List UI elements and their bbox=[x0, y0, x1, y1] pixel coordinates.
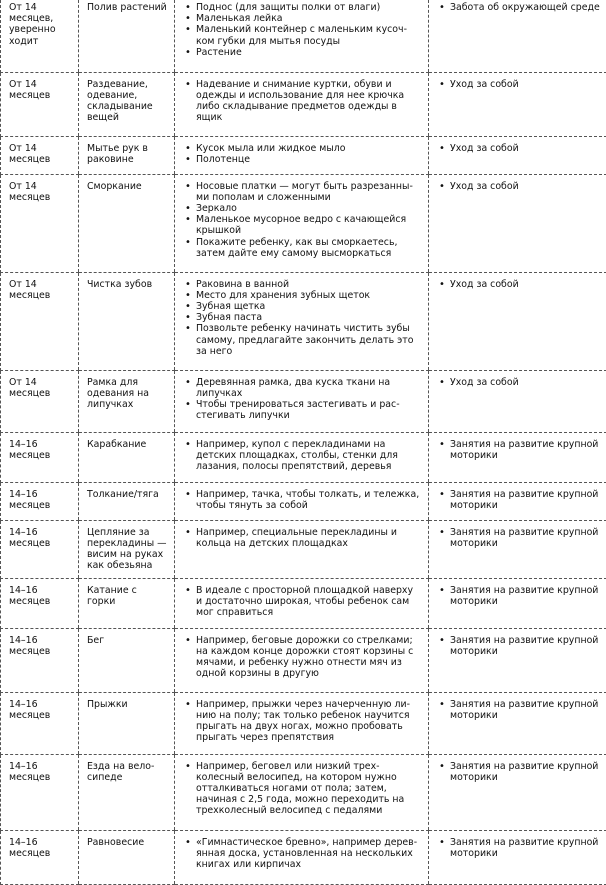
area-cell bbox=[429, 520, 606, 578]
materials-item: • Например, специальные перекладины и кольца на детских площадках bbox=[183, 527, 422, 549]
table-row bbox=[1, 520, 606, 578]
age-cell: 14–16 месяцев bbox=[1, 432, 79, 482]
age-cell: От 14 месяцев bbox=[1, 174, 79, 272]
area-list bbox=[437, 143, 600, 154]
area-list bbox=[437, 489, 600, 511]
area-cell bbox=[429, 432, 606, 482]
area-item: • Занятия на развитие крупной моторики bbox=[437, 837, 600, 859]
materials-list bbox=[183, 279, 422, 357]
materials-item: • Полотенце bbox=[183, 154, 422, 165]
materials-list bbox=[183, 143, 422, 165]
materials-item: • Зубная щетка bbox=[183, 301, 422, 312]
materials-item: • Поднос (для защиты полки от влаги) bbox=[183, 2, 422, 13]
area-cell bbox=[429, 628, 606, 692]
materials-list bbox=[183, 489, 422, 511]
area-cell bbox=[429, 272, 606, 370]
materials-cell bbox=[175, 174, 429, 272]
materials-list bbox=[183, 527, 422, 549]
table-row bbox=[1, 0, 606, 72]
table-row bbox=[1, 482, 606, 520]
materials-item: • Например, прыжки через начерченную линию на полу; так только ребенок научится прыгать на двух ногах, можно пробовать прыгать через препятствия bbox=[183, 699, 422, 744]
table-row bbox=[1, 754, 606, 830]
materials-cell bbox=[175, 578, 429, 628]
area-item: • Занятия на развитие крупной моторики bbox=[437, 699, 600, 721]
age-cell: 14–16 месяцев bbox=[1, 754, 79, 830]
age-cell: 14–16 месяцев bbox=[1, 830, 79, 884]
materials-item: • Например, беговел или низкий трехколесный велосипед, на котором нужно отталкиваться ногами от пола; затем, начиная с 2,5 года, можно переходить на трехколесный велосипед с педалями bbox=[183, 761, 422, 817]
activity-cell: Езда на велосипеде bbox=[79, 754, 175, 830]
materials-item: • Место для хранения зубных щеток bbox=[183, 290, 422, 301]
area-list bbox=[437, 837, 600, 859]
area-item: • Уход за собой bbox=[437, 79, 600, 90]
age-cell: 14–16 месяцев bbox=[1, 628, 79, 692]
activity-cell: Чистка зубов bbox=[79, 272, 175, 370]
materials-cell bbox=[175, 692, 429, 754]
table-row bbox=[1, 578, 606, 628]
area-list bbox=[437, 181, 600, 192]
materials-list bbox=[183, 2, 422, 58]
activity-cell: Катание с горки bbox=[79, 578, 175, 628]
area-list bbox=[437, 2, 600, 13]
activity-cell: Полив растений bbox=[79, 0, 175, 72]
materials-item: • В идеале с просторной площадкой наверху и достаточно широкая, чтобы ребенок сам мог справиться bbox=[183, 585, 422, 619]
area-list bbox=[437, 761, 600, 783]
materials-cell bbox=[175, 830, 429, 884]
area-item: • Занятия на развитие крупной моторики bbox=[437, 761, 600, 783]
materials-item: • Покажите ребенку, как вы сморкаетесь, затем дайте ему самому высморкаться bbox=[183, 237, 422, 259]
materials-item: • Зеркало bbox=[183, 203, 422, 214]
area-cell bbox=[429, 370, 606, 432]
materials-item: • Например, купол с перекладинами на детских площадках, столбы, стенки для лазания, полосы препятствий, деревья bbox=[183, 439, 422, 473]
area-cell bbox=[429, 754, 606, 830]
materials-cell bbox=[175, 0, 429, 72]
age-cell: 14–16 месяцев bbox=[1, 692, 79, 754]
area-list bbox=[437, 439, 600, 461]
materials-cell bbox=[175, 370, 429, 432]
materials-list bbox=[183, 699, 422, 744]
materials-item: • Например, тачка, чтобы толкать, и тележка, чтобы тянуть за собой bbox=[183, 489, 422, 511]
table-row bbox=[1, 692, 606, 754]
materials-list bbox=[183, 837, 422, 871]
materials-cell bbox=[175, 628, 429, 692]
area-cell bbox=[429, 578, 606, 628]
materials-cell bbox=[175, 432, 429, 482]
materials-list bbox=[183, 377, 422, 422]
activity-cell: Равновесие bbox=[79, 830, 175, 884]
materials-cell bbox=[175, 136, 429, 174]
area-item: • Уход за собой bbox=[437, 279, 600, 290]
table-row bbox=[1, 72, 606, 136]
area-item: • Забота об окружающей среде bbox=[437, 2, 600, 13]
area-item: • Занятия на развитие крупной моторики bbox=[437, 585, 600, 607]
age-cell: От 14 месяцев bbox=[1, 370, 79, 432]
table-row bbox=[1, 370, 606, 432]
area-list bbox=[437, 585, 600, 607]
materials-item: • Носовые платки — могут быть разрезанными пополам и сложенными bbox=[183, 181, 422, 203]
materials-item: • Растение bbox=[183, 47, 422, 58]
table-row bbox=[1, 174, 606, 272]
materials-cell bbox=[175, 520, 429, 578]
activity-cell: Прыжки bbox=[79, 692, 175, 754]
age-cell: От 14 месяцев, уверенно ходит bbox=[1, 0, 79, 72]
materials-list bbox=[183, 439, 422, 473]
materials-item: • Надевание и снимание куртки, обуви и одежды и использование для нее крючка либо складывание предметов одежды в ящик bbox=[183, 79, 422, 124]
area-list bbox=[437, 635, 600, 657]
area-list bbox=[437, 527, 600, 549]
table-row bbox=[1, 830, 606, 884]
area-cell bbox=[429, 482, 606, 520]
area-item: • Занятия на развитие крупной моторики bbox=[437, 489, 600, 511]
materials-item: • Позвольте ребенку начинать чистить зубы самому, предлагайте закончить делать это за него bbox=[183, 323, 422, 357]
area-cell bbox=[429, 0, 606, 72]
table-row bbox=[1, 432, 606, 482]
materials-list bbox=[183, 635, 422, 680]
activity-cell: Бег bbox=[79, 628, 175, 692]
area-cell bbox=[429, 692, 606, 754]
area-cell bbox=[429, 830, 606, 884]
materials-item: • Маленький контейнер с маленьким кусочком губки для мытья посуды bbox=[183, 24, 422, 46]
materials-list bbox=[183, 761, 422, 817]
materials-list bbox=[183, 585, 422, 619]
activity-cell: Карабкание bbox=[79, 432, 175, 482]
materials-item: • Маленькая лейка bbox=[183, 13, 422, 24]
age-cell: 14–16 месяцев bbox=[1, 578, 79, 628]
materials-cell bbox=[175, 754, 429, 830]
activity-cell: Мытье рук в раковине bbox=[79, 136, 175, 174]
age-cell: 14–16 месяцев bbox=[1, 482, 79, 520]
materials-item: • Маленькое мусорное ведро с качающейся крышкой bbox=[183, 214, 422, 236]
activity-cell: Сморкание bbox=[79, 174, 175, 272]
area-cell bbox=[429, 174, 606, 272]
area-item: • Уход за собой bbox=[437, 143, 600, 154]
area-list bbox=[437, 279, 600, 290]
materials-item: • Например, беговые дорожки со стрелками; на каждом конце дорожки стоят корзины с мячами, и ребенку нужно отнести мяч из одной корзины в другую bbox=[183, 635, 422, 680]
area-item: • Занятия на развитие крупной моторики bbox=[437, 635, 600, 657]
materials-list bbox=[183, 181, 422, 259]
area-list bbox=[437, 79, 600, 90]
table-row bbox=[1, 136, 606, 174]
activity-cell: Толкание/тяга bbox=[79, 482, 175, 520]
area-cell bbox=[429, 72, 606, 136]
age-cell: 14–16 месяцев bbox=[1, 520, 79, 578]
materials-item: • Деревянная рамка, два куска ткани на липучках bbox=[183, 377, 422, 399]
activity-cell: Раздевание, одевание, складывание вещей bbox=[79, 72, 175, 136]
table-body bbox=[1, 0, 606, 884]
age-cell: От 14 месяцев bbox=[1, 272, 79, 370]
area-list bbox=[437, 377, 600, 388]
materials-item: • Зубная паста bbox=[183, 312, 422, 323]
materials-item: • Чтобы тренироваться застегивать и расстегивать липучки bbox=[183, 399, 422, 421]
activity-cell: Цепляние за перекладины — висим на руках как обезьяна bbox=[79, 520, 175, 578]
materials-list bbox=[183, 79, 422, 124]
materials-item: • «Гимнастическое бревно», например деревянная доска, установленная на нескольких книгах или кирпичах bbox=[183, 837, 422, 871]
materials-item: • Раковина в ванной bbox=[183, 279, 422, 290]
age-cell: От 14 месяцев bbox=[1, 136, 79, 174]
age-cell: От 14 месяцев bbox=[1, 72, 79, 136]
table-row bbox=[1, 272, 606, 370]
materials-cell bbox=[175, 72, 429, 136]
table-row bbox=[1, 628, 606, 692]
area-list bbox=[437, 699, 600, 721]
materials-cell bbox=[175, 482, 429, 520]
area-item: • Уход за собой bbox=[437, 181, 600, 192]
activity-cell: Рамка для одевания на липучках bbox=[79, 370, 175, 432]
materials-cell bbox=[175, 272, 429, 370]
area-item: • Уход за собой bbox=[437, 377, 600, 388]
materials-item: • Кусок мыла или жидкое мыло bbox=[183, 143, 422, 154]
area-item: • Занятия на развитие крупной моторики bbox=[437, 439, 600, 461]
area-cell bbox=[429, 136, 606, 174]
area-item: • Занятия на развитие крупной моторики bbox=[437, 527, 600, 549]
